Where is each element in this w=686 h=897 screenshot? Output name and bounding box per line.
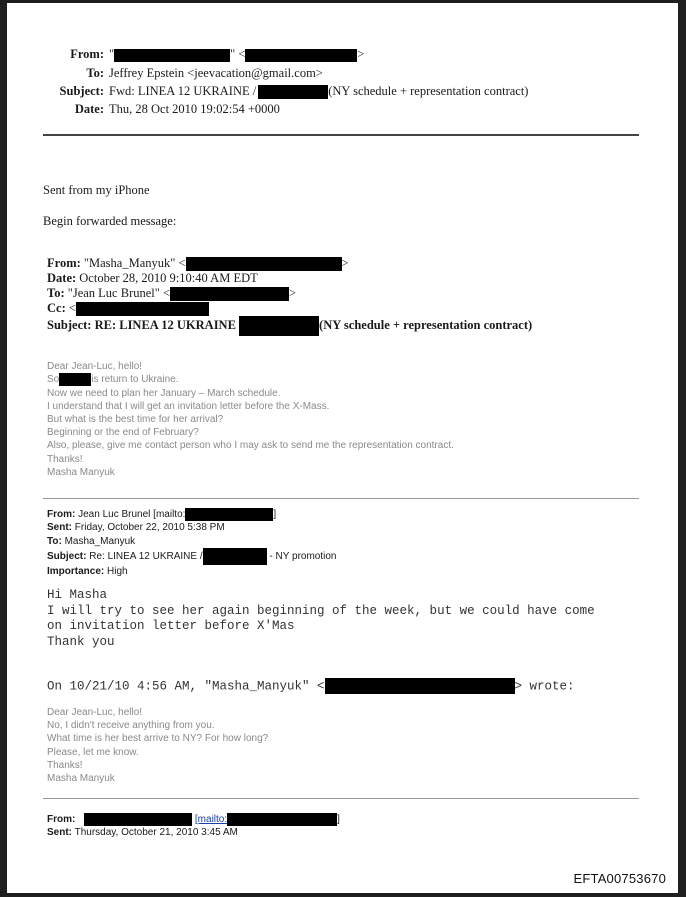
redaction bbox=[76, 302, 209, 316]
date-value: Thu, 28 Oct 2010 19:02:54 +0000 bbox=[109, 102, 280, 116]
begin-forwarded-line: Begin forwarded message: bbox=[43, 214, 177, 228]
fwd-cc: Cc: < bbox=[47, 301, 209, 316]
redaction bbox=[227, 813, 337, 826]
redaction bbox=[170, 287, 289, 301]
from-label: From: bbox=[70, 47, 104, 61]
last-header: From: [mailto: ] Sent: Thursday, October 21, 2010 3:45 AM bbox=[47, 814, 340, 839]
redaction bbox=[258, 85, 328, 99]
section-divider-2 bbox=[43, 798, 639, 799]
sent-from-line: Sent from my iPhone bbox=[43, 183, 150, 197]
redaction bbox=[59, 373, 91, 386]
brunel-message: Hi Masha I will try to see her again beginning of the week, but we could have come on invitation letter before X'Mas Thank you bbox=[47, 588, 595, 649]
redaction bbox=[185, 508, 273, 521]
document-id: EFTA00753670 bbox=[573, 871, 666, 886]
document-page bbox=[7, 3, 678, 893]
quote-intro: On 10/21/10 4:56 AM, "Masha_Manyuk" < > wrote: bbox=[47, 679, 575, 694]
subject-value: Fwd: LINEA 12 UKRAINE / (NY schedule + representation contract) bbox=[109, 84, 529, 98]
from-value: " " < > bbox=[109, 47, 365, 61]
to-value: Jeffrey Epstein <jeevacation@gmail.com> bbox=[109, 66, 323, 80]
redaction bbox=[203, 548, 267, 565]
masha-message-2: Dear Jean-Luc, hello! No, I didn't receive anything from you. What time is her best arrive to NY? For how long? Please, let me know. Thanks! Masha Manyuk bbox=[47, 707, 269, 785]
redaction bbox=[239, 316, 319, 336]
brunel-header: From: Jean Luc Brunel [mailto: ] Sent: Friday, October 22, 2010 5:38 PM To: Masha_Manyuk Subject: Re: LINEA 12 UKRAINE / - NY promotion Importance: High bbox=[47, 509, 337, 578]
fwd-from: From: "Masha_Manyuk" < > bbox=[47, 256, 349, 270]
redaction bbox=[325, 678, 515, 694]
to-label: To: bbox=[86, 66, 104, 80]
fwd-to: To: "Jean Luc Brunel" < > bbox=[47, 286, 297, 300]
header-divider bbox=[43, 134, 639, 136]
masha-message: Dear Jean-Luc, hello! So is return to Ukraine. Now we need to plan her January – March schedule. I understand that I will get an invitation letter before the X-Mass. But what is the best time for her arrival? Beginning or the end of February? Also, please, give me contact person who I may ask to send me the representation contract. Thanks! Masha Manyuk bbox=[47, 361, 454, 478]
redaction bbox=[186, 257, 342, 271]
fwd-subject: Subject: RE: LINEA 12 UKRAINE (NY schedule + representation contract) bbox=[47, 316, 532, 336]
redaction bbox=[114, 49, 230, 62]
redaction bbox=[245, 49, 357, 62]
redaction bbox=[84, 813, 192, 826]
date-label: Date: bbox=[74, 102, 104, 116]
mailto-link[interactable]: [mailto: bbox=[194, 814, 228, 826]
section-divider bbox=[43, 498, 639, 499]
fwd-date: Date: October 28, 2010 9:10:40 AM EDT bbox=[47, 271, 258, 285]
subject-label: Subject: bbox=[59, 84, 104, 98]
